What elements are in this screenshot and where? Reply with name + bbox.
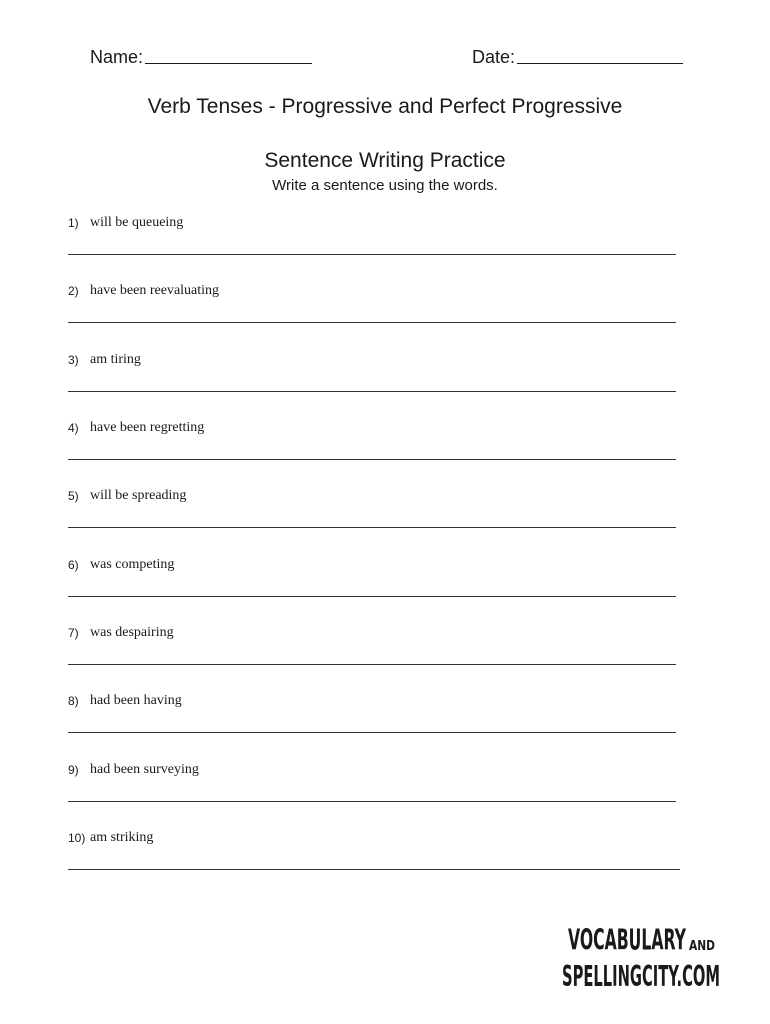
question-words: will be spreading (90, 488, 187, 503)
question-number: 6) (68, 558, 79, 572)
date-field[interactable] (472, 46, 683, 68)
question-number: 9) (68, 763, 79, 777)
answer-line[interactable] (68, 664, 676, 665)
question-number: 8) (68, 694, 79, 708)
answer-line[interactable] (68, 527, 676, 528)
question-number: 5) (68, 489, 79, 503)
question-item (68, 693, 676, 743)
question-number: 1) (68, 216, 79, 230)
logo-text-vocabulary: VOCABULARY (568, 923, 687, 958)
question-item (68, 283, 676, 333)
question-item (68, 557, 676, 607)
answer-line[interactable] (68, 596, 676, 597)
question-item (68, 215, 676, 265)
instructions: Write a sentence using the words. (272, 177, 498, 194)
question-item (68, 625, 676, 675)
answer-line[interactable] (68, 459, 676, 460)
answer-line[interactable] (68, 322, 676, 323)
question-words: am tiring (90, 352, 141, 367)
answer-line[interactable] (68, 801, 676, 802)
answer-line[interactable] (68, 732, 676, 733)
answer-line[interactable] (68, 391, 676, 392)
question-number: 10) (68, 831, 86, 845)
question-number: 4) (68, 421, 79, 435)
question-words: had been surveying (90, 762, 199, 777)
worksheet-subtitle: Sentence Writing Practice (264, 149, 506, 172)
question-item (68, 830, 676, 880)
question-item (68, 420, 676, 470)
question-words: have been regretting (90, 420, 205, 435)
logo-text-spellingcity: SPELLINGCITY.COM (562, 960, 720, 992)
question-number: 3) (68, 353, 79, 367)
logo-text-and: AND (689, 939, 716, 954)
question-item (68, 352, 676, 402)
worksheet-title: Verb Tenses - Progressive and Perfect Progressive (147, 95, 623, 118)
question-words: will be queueing (90, 215, 184, 230)
date-blank-line[interactable] (517, 62, 683, 64)
date-label: Date: (472, 47, 516, 67)
question-words: have been reevaluating (90, 283, 220, 298)
question-item (68, 488, 676, 538)
name-field[interactable] (90, 46, 312, 68)
answer-line[interactable] (68, 254, 676, 255)
question-words: was despairing (90, 625, 174, 640)
question-number: 2) (68, 284, 79, 298)
vocabulary-spellingcity-logo (560, 922, 730, 992)
question-number: 7) (68, 626, 79, 640)
question-item (68, 762, 676, 812)
question-words: am striking (90, 830, 154, 845)
name-blank-line[interactable] (145, 62, 312, 64)
question-words: had been having (90, 693, 182, 708)
answer-line[interactable] (68, 869, 680, 870)
name-label: Name: (90, 47, 144, 67)
question-words: was competing (90, 557, 175, 572)
